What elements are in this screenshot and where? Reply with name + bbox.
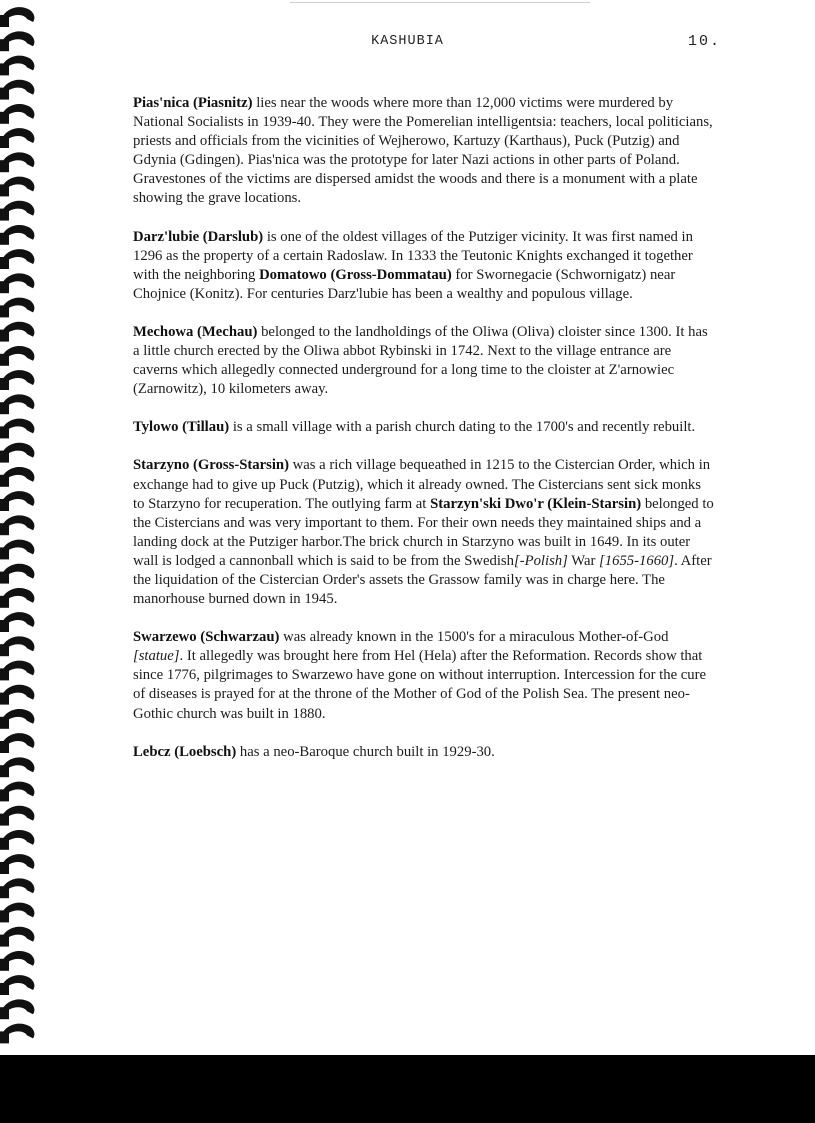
binding-coil xyxy=(0,588,34,608)
binding-coil xyxy=(0,249,34,269)
binding-coil xyxy=(0,491,34,511)
place-name: Pias'nica (Piasnitz) xyxy=(133,95,253,111)
binding-coil xyxy=(0,443,34,463)
paragraph-text: is a small village with a parish church dating to the 1700's and recently rebuilt. xyxy=(229,419,696,436)
paragraph-text: lies near the woods where more than 12,000 victims were murdered by National Socialists in 1939-40. They were the Pomerelian intelligentsia: teachers, local politicians, priests and officials from the vicinities of Wejherowo, Kartuzy (Karthaus), Puck (Putzig) and Gdynia (Gdingen). Pias'nica was the prototype for later Nazi actions in other parts of Poland. Gravestones of the victims are dispersed amidst the woods and there is a monument with a plate showing the grave locations. xyxy=(133,95,713,207)
place-name: Swarzewo (Schwarzau) xyxy=(133,629,280,646)
binding-coil xyxy=(0,419,34,439)
paragraph xyxy=(133,94,715,209)
paragraph-text: has a neo-Baroque church built in 1929-30. xyxy=(236,743,495,760)
scanner-black-band xyxy=(0,1055,815,1123)
binding-coil xyxy=(0,709,34,729)
scan-edge-line xyxy=(290,2,590,3)
binding-coil xyxy=(0,806,34,826)
binding-coil xyxy=(0,177,34,197)
binding-coil xyxy=(0,854,34,874)
place-name: Lebcz (Loebsch) xyxy=(133,743,237,760)
binding-coil xyxy=(0,104,34,124)
paragraph xyxy=(133,228,715,304)
binding-coil xyxy=(0,56,34,76)
binding-coil xyxy=(0,467,34,487)
binding-coil xyxy=(0,612,34,632)
paragraph-text: belonged to the Cistercians and was very important to them. For their own needs they maintained ships and a landing dock at the Putziger harbor.The brick church in Starzyno was built in 1649. In its outer wall is lodged a cannonball which is said to be from the Swedish xyxy=(133,495,714,569)
binding-coil xyxy=(0,370,34,390)
binding-coil xyxy=(0,394,34,414)
binding-coil xyxy=(0,903,34,923)
editorial-insert: [1655-1660] xyxy=(599,552,675,569)
paragraph-text: . It allegedly was brought here from Hel (Hela) after the Reformation. Records show that since 1776, pilgrimages to Swarzewo have gone on without interruption. Intercession for the cure of diseases is prayed for at the throne of the Mother of God of the Polish Sea. The present neo-Gothic church was built in 1880. xyxy=(133,648,707,722)
binding-coil xyxy=(0,322,34,342)
paragraph xyxy=(133,323,715,399)
binding-coil xyxy=(0,878,34,898)
binding-coil xyxy=(0,733,34,753)
binding-coil xyxy=(0,951,34,971)
binding-coil xyxy=(0,515,34,535)
binding-coil xyxy=(0,685,34,705)
document-body xyxy=(133,94,715,781)
paragraph xyxy=(133,743,715,762)
paragraph-text: belonged to the landholdings of the Oliwa (Oliva) cloister since 1300. It has a little church erected by the Oliwa abbot Rybinski in 1742. Next to the village entrance are caverns which allegedly connected underground for a long time to the cloister at Z'arnowiec (Zarnowitz), 10 kilometers away. xyxy=(133,323,708,398)
place-name: Starzyn'ski Dwo'r (Klein-Starsin) xyxy=(430,495,642,512)
editorial-insert: [statue] xyxy=(133,648,180,665)
binding-coil xyxy=(0,927,34,947)
binding-coil xyxy=(0,757,34,777)
binding-coil xyxy=(0,225,34,245)
page-number: 10. xyxy=(688,33,722,50)
binding-coil xyxy=(0,540,34,560)
binding-coil xyxy=(0,636,34,656)
spiral-binding xyxy=(0,0,44,1060)
paragraph-text: was already known in the 1500's for a miraculous Mother-of-God xyxy=(279,629,669,646)
paragraph xyxy=(133,456,715,609)
binding-coil xyxy=(0,975,34,995)
editorial-insert: [-Polish] xyxy=(514,552,568,569)
binding-coil xyxy=(0,564,34,584)
paragraph-text: for Swornegacie (Schwornigatz) near Chojnice (Konitz). For centuries Darz'lubie has been a wealthy and populous village. xyxy=(133,266,676,302)
paragraph-text: was a rich village bequeathed in 1215 to the Cistercian Order, which in exchange had to give up Puck (Putzig), which it already owned. The Cistercians sent sick monks to Starzyno for recuperation. The outlying farm at xyxy=(133,457,711,512)
place-name: Starzyno (Gross-Starsin) xyxy=(133,457,289,474)
place-name: Domatowo (Gross-Dommatau) xyxy=(259,266,452,283)
binding-coil xyxy=(0,80,34,100)
place-name: Tylowo (Tillau) xyxy=(133,419,230,436)
binding-coil xyxy=(0,273,34,293)
paragraph xyxy=(133,418,715,437)
binding-coil xyxy=(0,298,34,318)
paragraph-text: . After the liquidation of the Cistercian Order's assets the Grassow family was in charge here. The manorhouse burned down in 1945. xyxy=(133,552,712,608)
binding-coil xyxy=(0,201,34,221)
place-name: Darz'lubie (Darslub) xyxy=(133,228,264,245)
binding-coil xyxy=(0,152,34,172)
binding-coil xyxy=(0,7,34,27)
binding-coil xyxy=(0,830,34,850)
binding-coil xyxy=(0,782,34,802)
binding-coil xyxy=(0,661,34,681)
paragraph-text: War xyxy=(567,552,600,569)
paragraph-text: is one of the oldest villages of the Putziger vicinity. It was first named in 1296 as the property of a certain Radoslaw. In 1333 the Teutonic Knights exchanged it together with the neighboring xyxy=(133,228,693,283)
binding-coil xyxy=(0,128,34,148)
paragraph xyxy=(133,628,715,723)
binding-coil xyxy=(0,999,34,1019)
page-header-title: KASHUBIA xyxy=(371,34,444,49)
place-name: Mechowa (Mechau) xyxy=(133,323,258,340)
binding-coil xyxy=(0,1024,34,1044)
binding-coil xyxy=(0,346,34,366)
